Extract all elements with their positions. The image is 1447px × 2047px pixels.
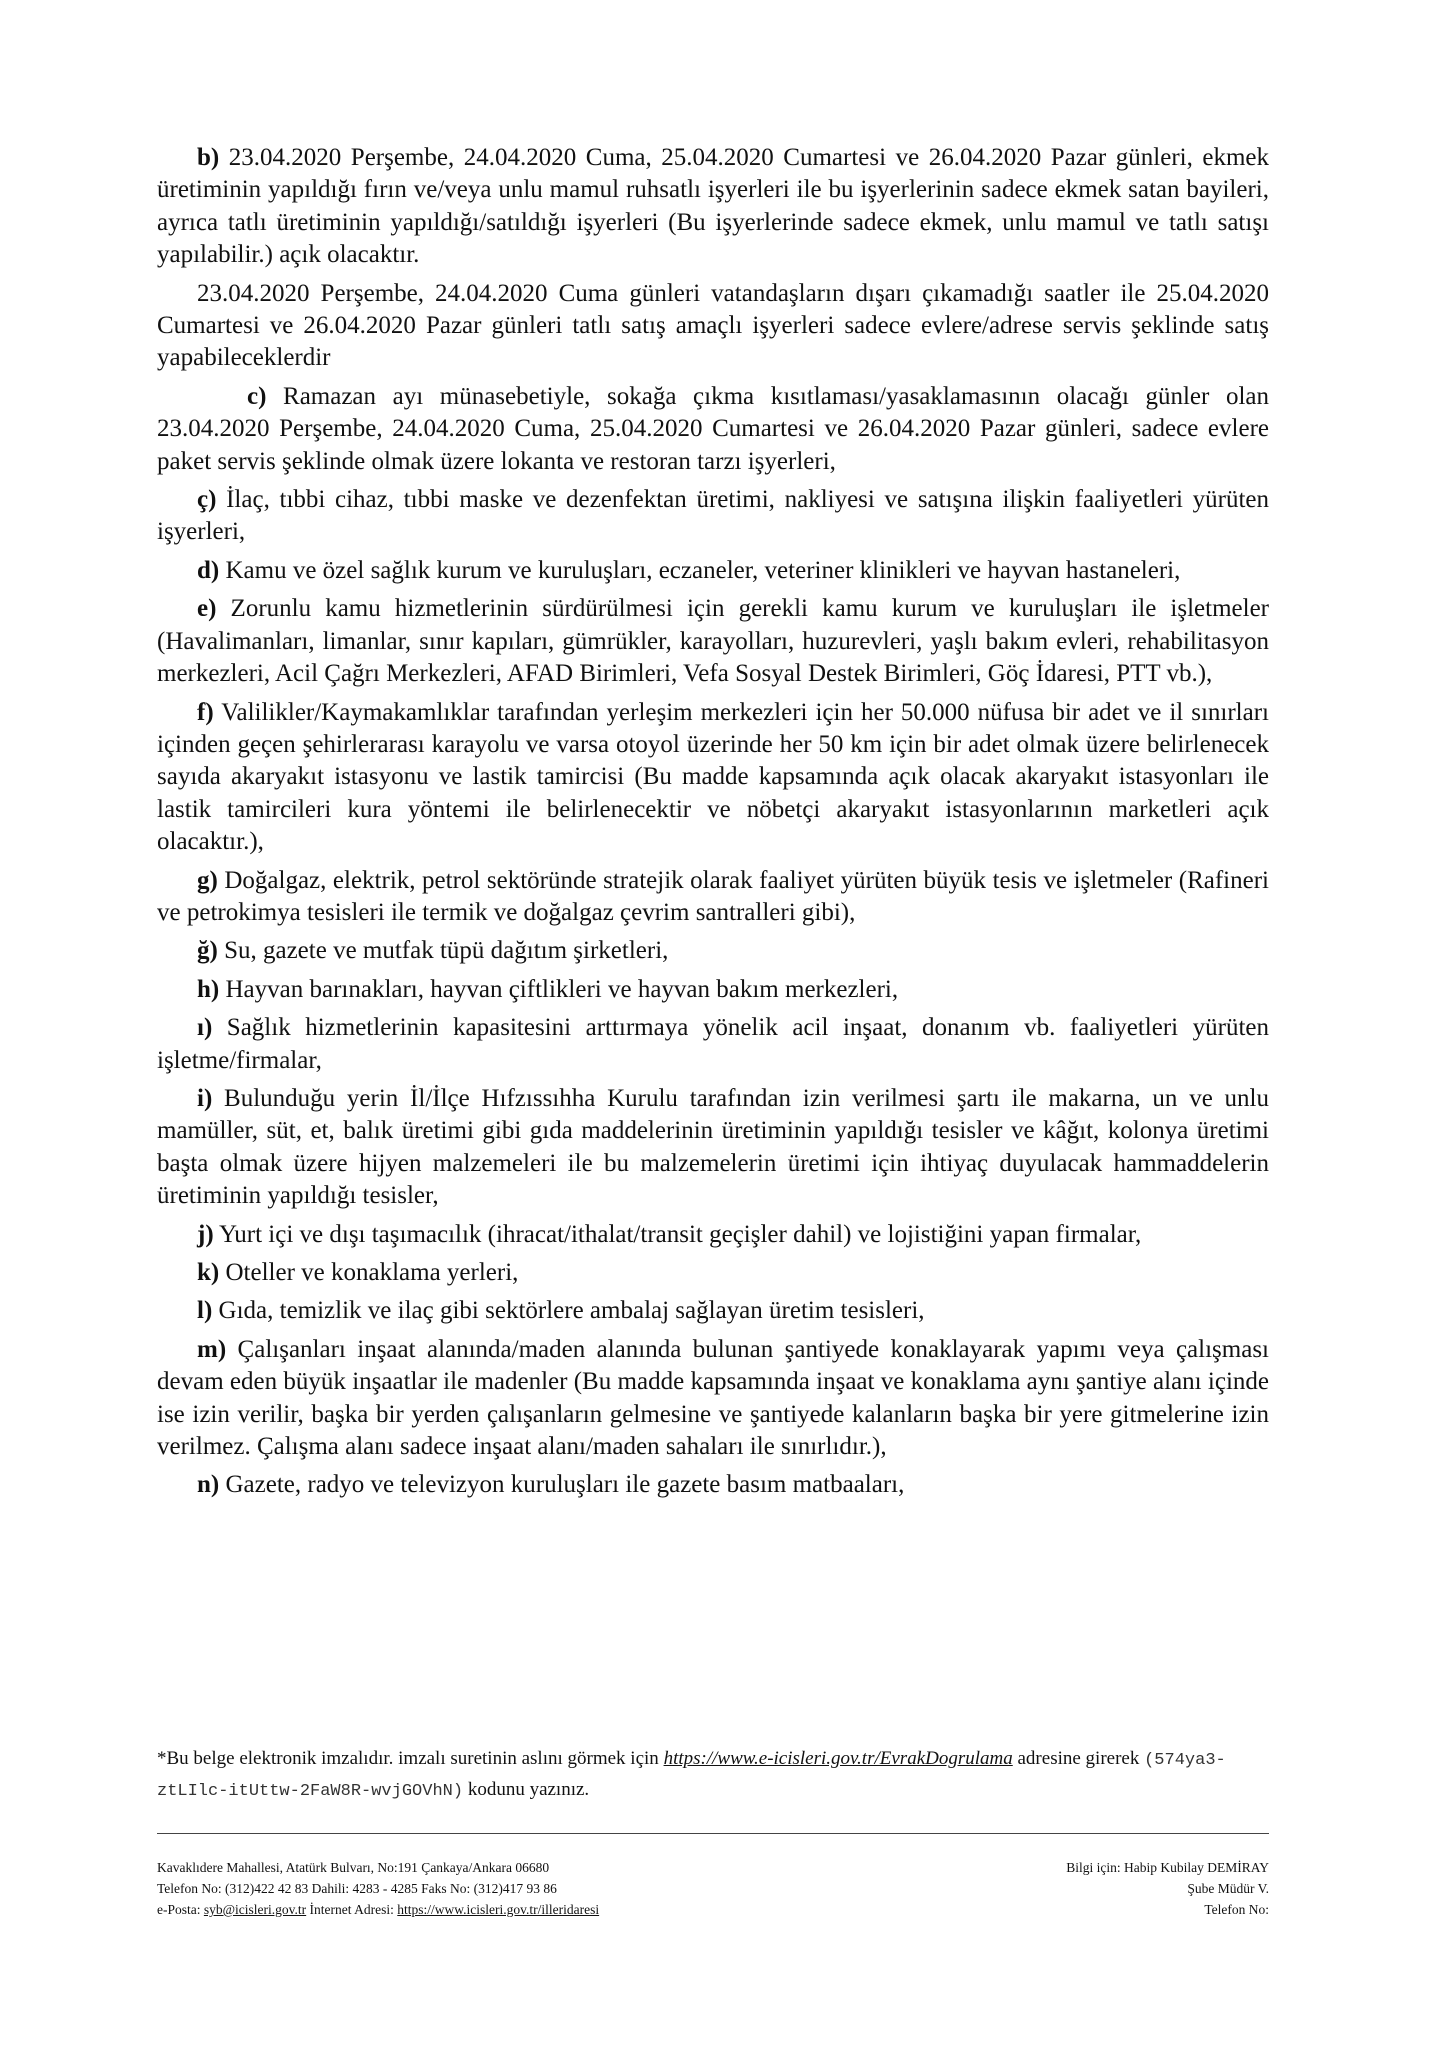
item-label: d) <box>197 556 220 584</box>
item-text: Su, gazete ve mutfak tüpü dağıtım şirketleri, <box>217 937 669 965</box>
item-label: ğ) <box>197 937 218 965</box>
item-text: Kamu ve özel sağlık kurum ve kuruluşları, eczaneler, veteriner klinikleri ve hayvan hastaneleri, <box>219 556 1181 584</box>
item-label: f) <box>197 698 214 726</box>
item-text: Zorunlu kamu hizmetlerinin sürdürülmesi için gerekli kamu kurum ve kuruluşları ile işletmeler (Havalimanları, limanlar, sınır kapıları, gümrükler, karayolları, huzurevleri, yaşlı bakım evleri, rehabilitasyon merkezleri, Acil Çağrı Merkezleri, AFAD Birimleri, Vefa Sosyal Destek Birimleri, Göç İdaresi, PTT vb.), <box>157 595 1269 688</box>
paragraph-item <box>157 1012 1269 1077</box>
item-text: Sağlık hizmetlerinin kapasitesini arttırmaya yönelik acil inşaat, donanım vb. faaliyetleri yürüten işletme/firmalar, <box>157 1014 1269 1074</box>
item-text: Hayvan barınakları, hayvan çiftlikleri ve hayvan bakım merkezleri, <box>219 975 899 1003</box>
note-prefix: *Bu belge elektronik imzalıdır. imzalı suretinin aslını görmek için <box>157 1748 664 1769</box>
contact-phone: Telefon No: <box>1204 1902 1269 1917</box>
paragraph-item <box>157 1083 1269 1213</box>
item-label: h) <box>197 975 220 1003</box>
contact-title: Şube Müdür V. <box>1187 1881 1269 1896</box>
item-text: Ramazan ayı münasebetiyle, sokağa çıkma kısıtlaması/yasaklamasının olacağı günler olan 23.04.2020 Perşembe, 24.04.2020 Cuma, 25.04.2020 Cumartesi ve 26.04.2020 Pazar günleri, sadece evlere paket servis şeklinde olmak üzere lokanta ve restoran tarzı işyerleri, <box>157 382 1269 475</box>
item-label: l) <box>197 1297 213 1325</box>
item-label: e) <box>197 595 217 623</box>
footer-contact <box>157 1857 857 1920</box>
note-middle: adresine girerek <box>1012 1748 1145 1769</box>
paragraph-item <box>157 697 1269 859</box>
paragraph-item <box>157 974 1269 1006</box>
footer-divider <box>157 1833 1269 1834</box>
item-text: Bulunduğu yerin İl/İlçe Hıfzıssıhha Kurulu tarafından izin verilmesi şartı ile makarna, un ve unlu mamüller, süt, et, balık üretimi gibi gıda maddelerinin üretiminin yapıldığı tesisler ve kâğıt, kolonya üretimi başta olmak üzere hijyen malzemeleri ile bu malzemelerin üretimi için ihtiyaç duyulacak hammaddelerin üretiminin yapıldığı tesisler, <box>157 1084 1269 1210</box>
item-label: k) <box>197 1259 220 1286</box>
item-text: Çalışanları inşaat alanında/maden alanında bulunan şantiyede konaklayarak yapımı veya çalışması devam eden büyük inşaatlar ile madenler (Bu madde kapsamında inşaat ve konaklama aynı şantiye alanı içinde ise izin verilir, başka bir yerden çalışanların gelmesine ve şantiyede kalanların başka bir yere gitmelerine izin verilmez. Çalışma alanı sadece inşaat alanı/maden sahaları ile sınırlıdır.), <box>157 1335 1269 1461</box>
paragraph-item <box>157 593 1269 690</box>
note-suffix: kodunu yazınız. <box>463 1779 590 1800</box>
paragraph-item <box>157 142 1269 272</box>
verification-code: (574ya3-ztLIlc-itUttw-2FaW8R-wvjGOVhN) <box>157 1751 1226 1801</box>
item-label: m) <box>197 1335 227 1363</box>
item-text: Doğalgaz, elektrik, petrol sektöründe stratejik olarak faaliyet yürüten büyük tesis ve işletmeler (Rafineri ve petrokimya tesisleri ile termik ve doğalgaz çevrim santralleri gibi), <box>157 866 1269 926</box>
item-text: Gazete, radyo ve televizyon kuruluşları ile gazete basım matbaaları, <box>219 1471 905 1499</box>
item-label: n) <box>197 1471 220 1499</box>
paragraph-item <box>157 381 1269 478</box>
item-text: 23.04.2020 Perşembe, 24.04.2020 Cuma günleri vatandaşların dışarı çıkamadığı saatler ile 25.04.2020 Cumartesi ve 26.04.2020 Pazar günleri tatlı satış amaçlı işyerleri sadece evlere/adrese servis şeklinde satış yapabileceklerdir <box>157 279 1269 372</box>
item-label: i) <box>197 1084 213 1112</box>
item-label: c) <box>247 382 267 410</box>
paragraph-item <box>157 555 1269 587</box>
document-body <box>157 142 1269 1508</box>
e-signature-note <box>157 1744 1269 1806</box>
item-text: 23.04.2020 Perşembe, 24.04.2020 Cuma, 25.04.2020 Cumartesi ve 26.04.2020 Pazar günleri, ekmek üretiminin yapıldığı fırın ve/veya unlu mamul ruhsatlı işyerleri ile bu işyerlerinin sadece ekmek satan bayileri, ayrıca tatlı üretiminin yapıldığı/satıldığı işyerleri (Bu işyerlerinde sadece ekmek, unlu mamul ve tatlı satışı yapılabilir.) açık olacaktır. <box>157 144 1269 269</box>
item-text: İlaç, tıbbi cihaz, tıbbi maske ve dezenfektan üretimi, nakliyesi ve satışına ilişkin faaliyetleri yürüten işyerleri, <box>157 486 1269 546</box>
paragraph-item <box>157 278 1269 375</box>
paragraph-item <box>157 484 1269 549</box>
paragraph-item <box>157 935 1269 967</box>
item-text: Gıda, temizlik ve ilaç gibi sektörlere ambalaj sağlayan üretim tesisleri, <box>212 1297 925 1325</box>
contact-person: Bilgi için: Habip Kubilay DEMİRAY <box>1066 1860 1269 1875</box>
verification-link[interactable]: https://www.e-icisleri.gov.tr/EvrakDogrulama <box>663 1748 1013 1769</box>
paragraph-item <box>157 1219 1269 1251</box>
footer-contact-person <box>869 1857 1269 1920</box>
paragraph-item <box>157 1295 1269 1327</box>
footer-email-web: e-Posta: syb@icisleri.gov.tr İnternet Adresi: https://www.icisleri.gov.tr/illeridaresi <box>157 1902 600 1917</box>
item-text: Yurt içi ve dışı taşımacılık (ihracat/ithalat/transit geçişler dahil) ve lojistiğini yapan firmalar, <box>213 1220 1142 1248</box>
email-link[interactable]: syb@icisleri.gov.tr <box>203 1902 307 1917</box>
paragraph-item <box>157 1469 1269 1501</box>
item-label: ı) <box>197 1014 213 1042</box>
item-label: ç) <box>197 486 217 514</box>
website-link[interactable]: https://www.icisleri.gov.tr/illeridaresi <box>397 1902 600 1917</box>
footer-phones: Telefon No: (312)422 42 83 Dahili: 4283 - 4285 Faks No: (312)417 93 86 <box>157 1881 557 1896</box>
paragraph-item <box>157 865 1269 930</box>
item-text: Valilikler/Kaymakamlıklar tarafından yerleşim merkezleri için her 50.000 nüfusa bir adet ve il sınırları içinden geçen şehirlerarası karayolu ve varsa otoyol üzerinde her 50 km için bir adet olmak üzere belirlenecek sayıda akaryakıt istasyonu ve lastik tamircisi (Bu madde kapsamında açık olacak akaryakıt istasyonları ile lastik tamircileri kura yöntemi ile belirlenecektir ve nöbetçi akaryakıt istasyonlarının marketleri açık olacaktır.), <box>157 698 1269 856</box>
footer-address: Kavaklıdere Mahallesi, Atatürk Bulvarı, No:191 Çankaya/Ankara 06680 <box>157 1860 550 1875</box>
paragraph-item <box>157 1334 1269 1464</box>
item-label: b) <box>197 144 220 171</box>
item-label: j) <box>197 1220 214 1248</box>
paragraph-item <box>157 1257 1269 1289</box>
item-label: g) <box>197 866 218 894</box>
item-text: Oteller ve konaklama yerleri, <box>219 1259 519 1286</box>
